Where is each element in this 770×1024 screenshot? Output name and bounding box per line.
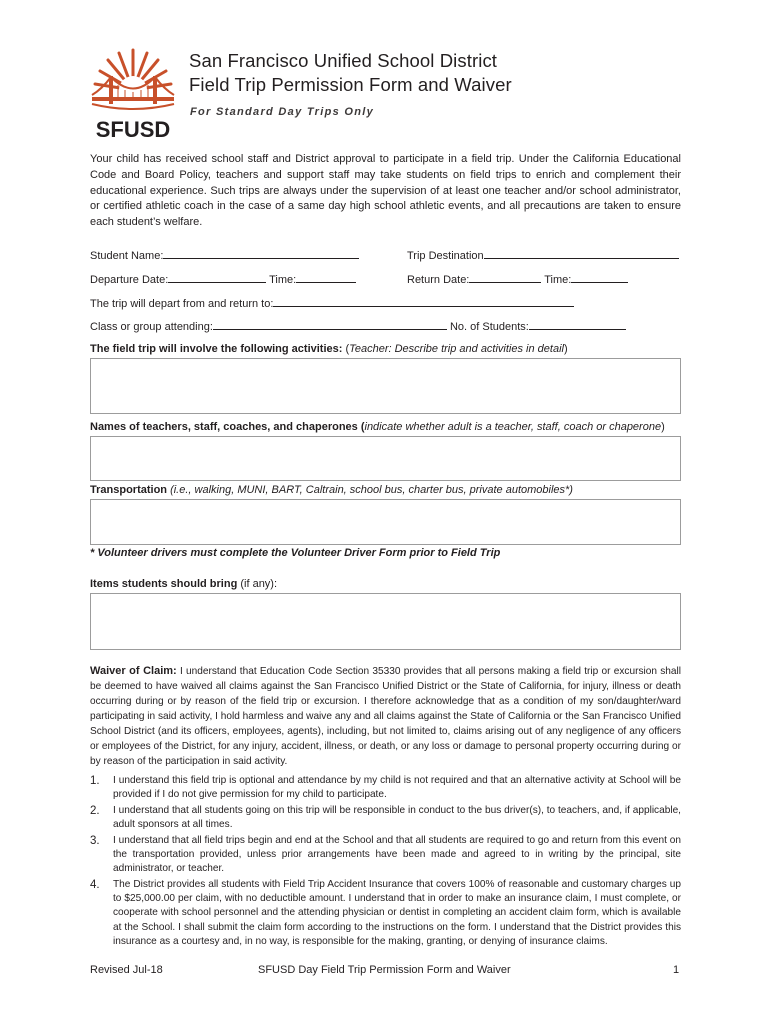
class-group-label: Class or group attending: xyxy=(90,321,213,333)
return-time-field[interactable] xyxy=(571,271,628,283)
trip-destination-field[interactable] xyxy=(484,247,679,259)
items-input-box[interactable] xyxy=(90,593,681,650)
transportation-heading: Transportation (i.e., walking, MUNI, BART, Caltrain, school bus, charter bus, private automobiles*) xyxy=(90,484,573,496)
chaperones-input-box[interactable] xyxy=(90,436,681,481)
class-group-field[interactable] xyxy=(213,318,447,330)
logo-wordmark: SFUSD xyxy=(95,117,171,142)
sfusd-logo xyxy=(88,44,178,144)
list-item: 4. The District provides all students with Field Trip Accident Insurance that covers 100% of reasonable and customary charges up to $25,000.00 per claim, with no deductible amount. I understand that in order to make an insurance claim, I must complete, or cooperate with school personnel and the attending physician or dentist in completing an accident claim form, which is available at the School. I shall submit the claim form according to the instructions on the form. I understand that the District provides this insurance as a courtesy and, in no way, is responsible for the making, granting, or denying of insurance claims. xyxy=(90,879,681,947)
intro-paragraph: Your child has received school staff and District approval to participate in a field trip. Under the California Educational Code and Board Policy, teachers and support staff may take students on field trips to enrich and complement their educational experience. Such trips are always under the supervision of at least one teacher and/or school administrator, or certified athletic coach in the case of a same day high school athletic events, and all precautions are taken to ensure each student’s welfare. xyxy=(90,153,681,229)
departure-row xyxy=(90,271,356,286)
items-heading: Items students should bring (if any): xyxy=(90,578,278,590)
form-subtitle: For Standard Day Trips Only xyxy=(190,106,375,118)
num-students-field[interactable] xyxy=(529,318,626,330)
return-row xyxy=(407,271,628,286)
departure-date-label: Departure Date: xyxy=(90,274,169,286)
depart-return-field[interactable] xyxy=(273,295,574,307)
footer-revised: Revised Jul-18 xyxy=(90,964,163,976)
footer-page-number: 1 xyxy=(673,964,680,976)
return-date-label: Return Date: xyxy=(407,274,470,286)
departure-date-field[interactable] xyxy=(168,271,266,283)
waiver-text: I understand that Education Code Section 35330 provides that all persons making a field trip or excursion shall be deemed to have waived all claims against the San Francisco Unified District or the State of California, for injury, illness or death occurring during or by reason of the field trip or excursion. I therefore acknowledge that as a condition of my son/daughter/ward participating in said activity, I hold harmless and waive any and all claims against the State of California or the San Francisco Unified School District (and its officers, employees, agents), including, but not limited to, claims arising out of any negligence of any officers or employees of the District, for any injury, accident, illness, or death, or any loss or damage to personal property occurring during or by reason of the participation in said activity. xyxy=(90,666,681,767)
waiver-paragraph xyxy=(90,664,681,769)
volunteer-driver-note: * Volunteer drivers must complete the Volunteer Driver Form prior to Field Trip xyxy=(90,547,501,559)
activities-heading: The field trip will involve the following activities: (Teacher: Describe trip and activities in detail) xyxy=(90,343,568,355)
form-title-name: Field Trip Permission Form and Waiver xyxy=(189,74,512,95)
list-item: 3. I understand that all field trips begin and end at the School and that all students are required to go and return from this event on the transportation provided, unless prior arrangements have been made and agreed to in writing by the principal, site administrator, or teacher. xyxy=(90,835,681,875)
activities-input-box[interactable] xyxy=(90,358,681,414)
depart-return-row xyxy=(90,295,574,310)
student-name-field[interactable] xyxy=(163,247,359,259)
class-group-row xyxy=(90,318,626,333)
list-item: 2. I understand that all students going on this trip will be responsible in conduct to the bus driver(s), to teachers, and, if applicable, adult sponsors at all times. xyxy=(90,805,681,831)
departure-time-field[interactable] xyxy=(296,271,356,283)
departure-time-label: Time: xyxy=(269,274,297,286)
golden-gate-bridge-icon xyxy=(88,44,178,144)
num-students-label: No. of Students: xyxy=(449,321,529,333)
trip-destination-row xyxy=(407,247,679,262)
list-item: 1. I understand this field trip is optional and attendance by my child is not required and that an alternative activity at School will be provided if I do not give permission for my child to participate. xyxy=(90,775,681,801)
chaperones-heading: Names of teachers, staff, coaches, and chaperones (indicate whether adult is a teacher, staff, coach or chaperone) xyxy=(90,421,665,433)
depart-return-label: The trip will depart from and return to: xyxy=(90,298,274,310)
footer-title: SFUSD Day Field Trip Permission Form and Waiver xyxy=(258,964,511,976)
student-name-row xyxy=(90,247,359,262)
student-name-label: Student Name: xyxy=(90,250,164,262)
transportation-input-box[interactable] xyxy=(90,499,681,545)
waiver-label: Waiver of Claim: xyxy=(90,665,177,677)
form-title-district: San Francisco Unified School District xyxy=(189,50,498,71)
return-date-field[interactable] xyxy=(469,271,541,283)
trip-destination-label: Trip Destination xyxy=(407,250,484,262)
return-time-label: Time: xyxy=(544,274,572,286)
